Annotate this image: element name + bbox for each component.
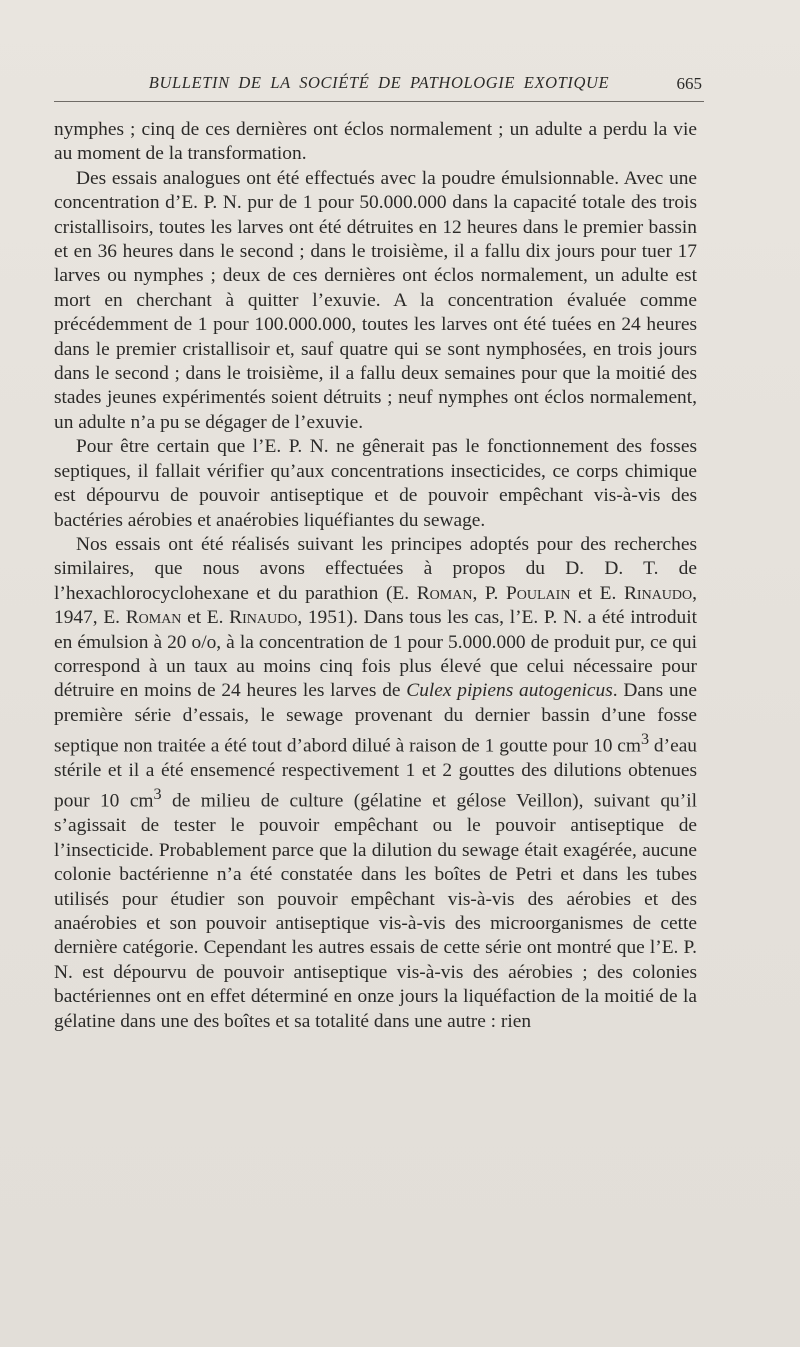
author-roman-2: Roman bbox=[125, 607, 182, 629]
paragraph-4 bbox=[54, 533, 697, 1034]
body-text bbox=[54, 118, 697, 1034]
paragraph-4-text-h: d’eau stérile et il a été ensemencé respectivement 1 et 2 gouttes des dilutions obtenues pour 10 cm bbox=[54, 735, 697, 812]
paragraph-4-text-i: de milieu de culture (gélatine et gélose Veillon), suivant qu’il s’agissait de tester le pouvoir empêchant ou le pouvoir antiseptique de l’insecticide. Probablement parce que la dilution du sewage était exagérée, aucune colonie bactérienne n’a été constatée dans les boîtes de Petri et dans les tubes utilisés pour étudier son pouvoir empêchant vis-à-vis des aérobies et des anaérobies et son pouvoir antiseptique vis-à-vis des microorganismes de cette dernière catégorie. Cependant les autres essais de cette série ont montré que l’E. P. N. est dépourvu de pouvoir antiseptique vis-à-vis des aérobies ; des colonies bactériennes ont en effet déterminé en onze jours la liquéfaction de la moitié de la gélatine dans une des boîtes et sa totalité dans une autre : rien bbox=[54, 790, 697, 1032]
paragraph-2: Des essais analogues ont été effectués avec la poudre émulsionnable. Avec une concentration d’E. P. N. pur de 1 pour 50.000.000 dans la capacité totale des trois cristallisoirs, toutes les larves ont été détruites en 12 heures dans le premier bassin et en 36 heures dans le second ; dans le troisième, il a fallu dix jours pour tuer 17 larves ou nymphes ; deux de ces dernières ont éclos normalement, un adulte est mort en cherchant à quitter l’exuvie. A la concentration évaluée comme précédemment de 1 pour 100.000.000, toutes les larves ont été tuées en 24 heures dans le premier cristallisoir et, sauf quatre qui se sont nymphosées, en trois jours dans le second ; dans le troisième, il a fallu deux semaines pour que la moitié des stades jeunes expérimentés soient détruits ; neuf nymphes ont éclos normalement, un adulte n’a pu se dégager de l’exuvie. bbox=[54, 167, 697, 433]
paragraph-3: Pour être certain que l’E. P. N. ne gênerait pas le fonctionnement des fosses septiques, il fallait vérifier qu’aux concentrations insecticides, ce corps chimique est dépourvu de pouvoir antiseptique et de pouvoir empêchant vis-à-vis des bactéries aérobies et anaérobies liquéfiantes du sewage. bbox=[54, 436, 697, 531]
page-number: 665 bbox=[676, 74, 702, 93]
paragraph-1: nymphes ; cinq de ces dernières ont éclos normalement ; un adulte a perdu la vie au moment de la transformation. bbox=[54, 119, 697, 165]
paragraph-4-text-c: et E. bbox=[570, 582, 624, 604]
paragraph-4-text-g: . Dans une première série d’essais, le sewage provenant du dernier bassin d’une fosse septique non traitée a été tout d’abord dilué à raison de 1 goutte pour 10 cm bbox=[54, 680, 697, 757]
header-rule bbox=[54, 101, 704, 102]
paragraph-4-text-e: et E. bbox=[181, 607, 230, 629]
page-header bbox=[54, 73, 704, 99]
author-roman: Roman bbox=[416, 582, 473, 604]
paragraph-4-text-a: Nos essais ont été réalisés suivant les principes adoptés pour des recherches similaires, que nous avons effectuées à propos du D. D. T. de l’hexachlorocyclohexane et du parathion (E. bbox=[54, 533, 697, 604]
author-rinaudo: Rinaudo bbox=[623, 582, 693, 604]
superscript-3-b: 3 bbox=[153, 786, 162, 804]
species-name: Culex pipiens autogenicus bbox=[406, 680, 613, 702]
paragraph-4-text-b: , P. bbox=[472, 582, 506, 604]
paragraph-4-text-f: , 1951). Dans tous les cas, l’E. P. N. a été introduit en émulsion à 20 o/o, à la concentration de 1 pour 5.000.000 de produit pur, ce qui correspond à un taux au moins cinq fois plus élevé que celui nécessaire pour détruire en moins de 24 heures les larves de bbox=[54, 607, 697, 702]
author-rinaudo-2: Rinaudo bbox=[229, 607, 298, 629]
author-poulain: Poulain bbox=[506, 582, 571, 604]
running-title: BULLETIN DE LA SOCIÉTÉ DE PATHOLOGIE EXOTIQUE bbox=[148, 73, 610, 92]
superscript-3: 3 bbox=[640, 731, 650, 749]
paragraph-4-text-d: , 1947, E. bbox=[54, 582, 697, 629]
